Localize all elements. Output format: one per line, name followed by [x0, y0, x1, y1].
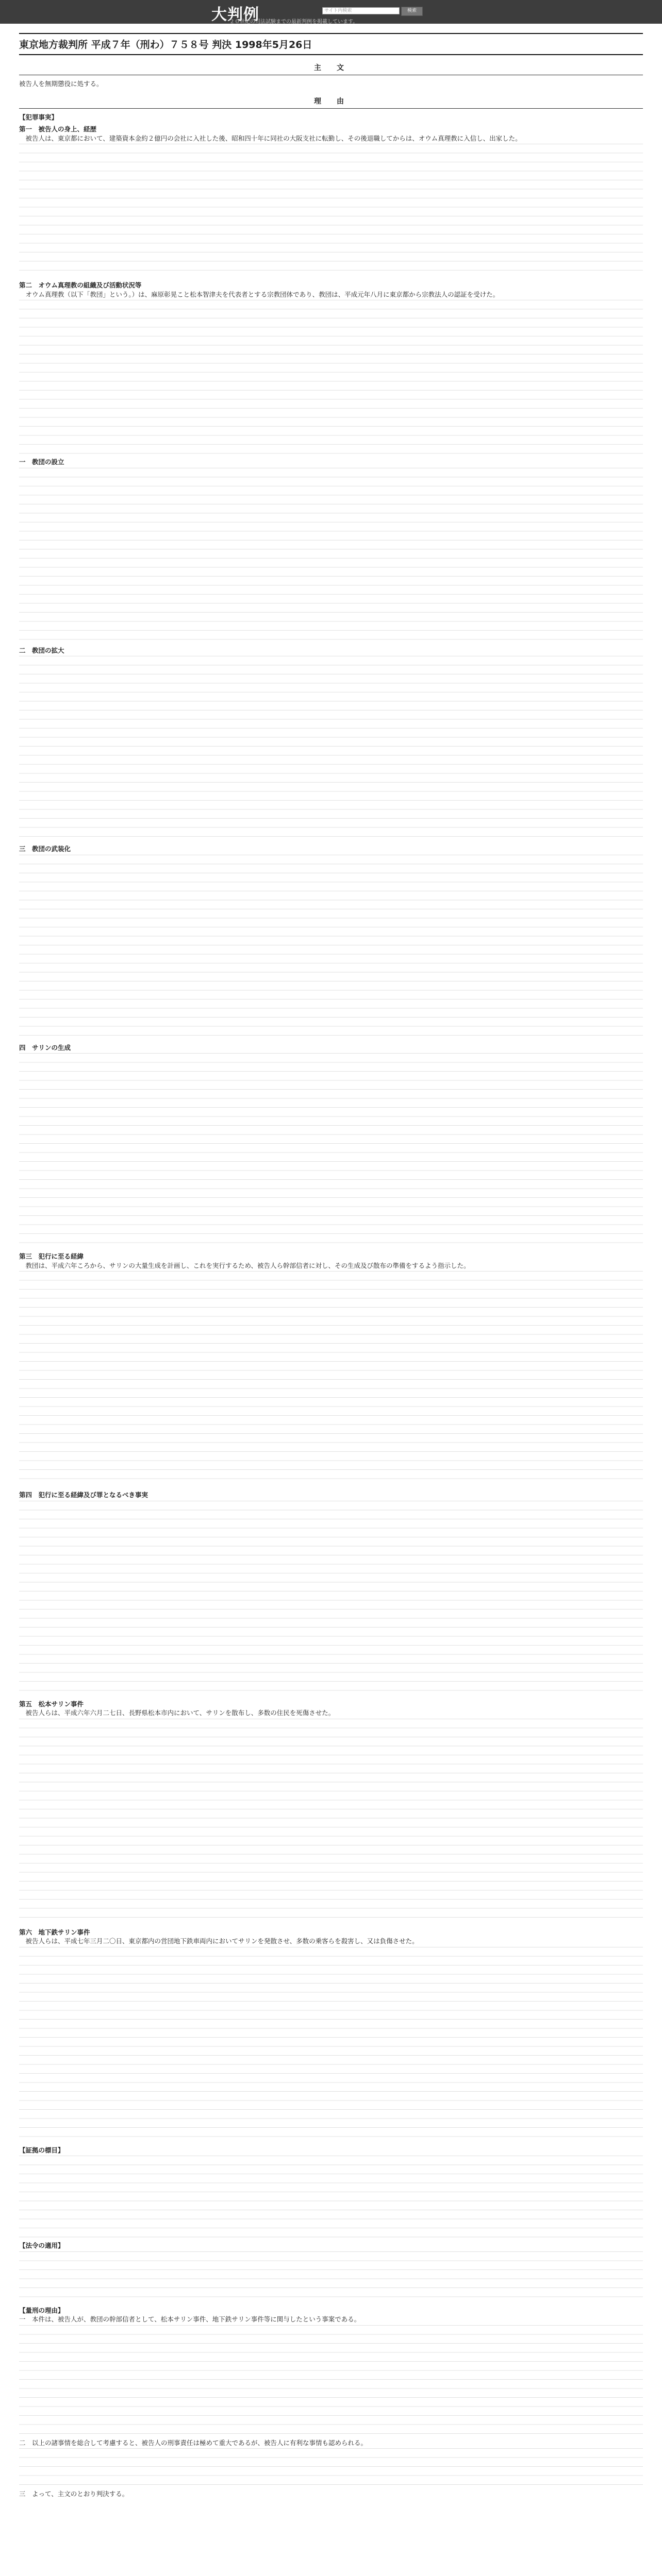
- text-block: [19, 656, 643, 841]
- text-block: [19, 2325, 643, 2438]
- site-tagline: ２０世紀の司法試験までの最新判例を掲載しています。: [229, 19, 358, 25]
- paragraph: 三 教団の武装化: [19, 845, 71, 853]
- text-block: [19, 2156, 643, 2238]
- text-block: [19, 1501, 643, 1697]
- search-button[interactable]: 検索: [401, 7, 423, 16]
- text-block: [19, 1271, 643, 1487]
- paragraph: 被告人らは、平成六年六月二七日、長野県松本市内において、サリンを散布し、多数の住民を死傷させた。: [19, 1709, 335, 1717]
- paragraph: 教団は、平成六年ころから、サリンの大量生成を計画し、これを実行するため、被告人ら幹部信者に対し、その生成及び散布の準備をするよう指示した。: [19, 1261, 470, 1269]
- reason-heading: 理 由: [19, 96, 643, 109]
- paragraph: 四 サリンの生成: [19, 1043, 71, 1052]
- paragraph: 被告人は、東京都において、建築資本金約２億円の会社に入社した後、昭和四十年に同社の大阪支社に転勤し、その後退職してからは、オウム真理教に入信し、出家した。: [19, 134, 522, 142]
- judgment-body: [19, 113, 643, 2499]
- paragraph: 第五 松本サリン事件: [19, 1700, 84, 1708]
- paragraph: 被告人らは、平成七年三月二〇日、東京都内の営団地下鉄車両内においてサリンを発散させ、多数の乗客らを殺害し、又は負傷させた。: [19, 1937, 419, 1945]
- paragraph: 【量刑の理由】: [19, 2306, 64, 2314]
- paragraph: 三 よって、主文のとおり判決する。: [19, 2490, 129, 2498]
- paragraph: 第三 犯行に至る経緯: [19, 1252, 84, 1260]
- text-block: [19, 144, 643, 278]
- main-heading: 主 文: [19, 62, 643, 75]
- paragraph: 二 以上の諸事情を総合して考慮すると、被告人の刑事責任は極めて重大であるが、被告人に有利な事情も認められる。: [19, 2438, 368, 2447]
- paragraph: 一 教団の設立: [19, 458, 64, 466]
- paragraph: オウム真理教（以下「教団」という。）は、麻原彰晃こと松本智津夫を代表者とする宗教団体であり、教団は、平成元年八月に東京都から宗教法人の認証を受けた。: [19, 290, 500, 298]
- text-block: [19, 300, 643, 454]
- text-block: [19, 2448, 643, 2489]
- text-block: [19, 1719, 643, 1925]
- paragraph: 第四 犯行に至る経緯及び罪となるべき事実: [19, 1491, 148, 1499]
- text-block: [19, 1053, 643, 1249]
- paragraph: 第二 オウム真理教の組織及び活動状況等: [19, 281, 142, 289]
- main-text: 被告人を無期懲役に処する。: [19, 80, 103, 88]
- paragraph: 【証拠の標目】: [19, 2146, 64, 2154]
- paragraph: 一 本件は、被告人が、教団の幹部信者として、松本サリン事件、地下鉄サリン事件等に関与したという事案である。: [19, 2315, 361, 2323]
- text-block: [19, 468, 643, 643]
- text-block: [19, 2251, 643, 2303]
- paragraph: 【犯罪事実】: [19, 113, 58, 121]
- text-block: [19, 1947, 643, 2143]
- case-title: 東京地方裁判所 平成７年（刑わ）７５８号 判決 1998年5月26日: [19, 33, 643, 55]
- text-block: [19, 855, 643, 1040]
- paragraph: 【法令の適用】: [19, 2242, 64, 2249]
- site-header: [0, 0, 662, 24]
- paragraph: 二 教団の拡大: [19, 646, 64, 654]
- paragraph: 第一 被告人の身上、経歴: [19, 125, 97, 133]
- paragraph: 第六 地下鉄サリン事件: [19, 1928, 90, 1936]
- site-logo[interactable]: 大判例: [211, 6, 259, 24]
- search-input[interactable]: サイト内検索: [322, 7, 400, 14]
